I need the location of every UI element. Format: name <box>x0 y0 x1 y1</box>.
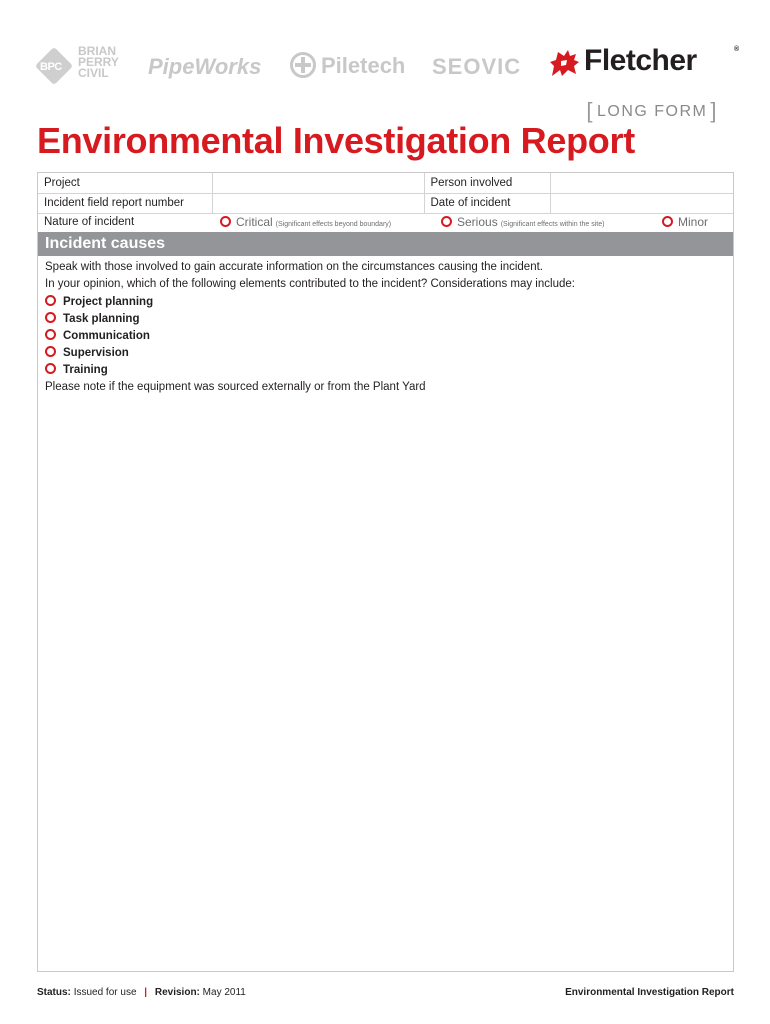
bpc-line-3: CIVIL <box>78 66 109 80</box>
list-item <box>45 311 725 328</box>
list-item <box>45 345 725 362</box>
cause-label: Training <box>63 364 108 376</box>
bpc-mark-text: BPC <box>40 61 62 73</box>
radio-ring-icon <box>220 216 231 227</box>
intro-text: Speak with those involved to gain accurate information on the circumstances causing the incident. <box>45 261 543 273</box>
radio-ring-icon <box>441 216 452 227</box>
bullet-ring-icon <box>45 329 56 340</box>
nature-of-incident-row <box>38 213 733 232</box>
piletech-logo <box>290 52 405 79</box>
person-involved-field[interactable] <box>550 173 733 193</box>
revision-label: Revision: <box>154 987 200 998</box>
list-item <box>45 362 725 379</box>
info-row-2 <box>38 193 733 213</box>
critical-note: (Significant effects beyond boundary) <box>275 221 392 228</box>
radio-ring-icon <box>662 216 673 227</box>
cause-list <box>45 294 725 379</box>
bullet-ring-icon <box>45 363 56 374</box>
fletcher-wordmark: Fletcher <box>584 44 697 77</box>
equipment-note: Please note if the equipment was sourced externally or from the Plant Yard <box>45 381 426 393</box>
serious-radio[interactable] <box>441 215 604 229</box>
bullet-ring-icon <box>45 346 56 357</box>
serious-note: (Significant effects within the site) <box>500 221 605 228</box>
footer-separator: | <box>144 987 148 998</box>
date-of-incident-field[interactable] <box>550 193 733 213</box>
critical-radio[interactable] <box>220 215 391 229</box>
minor-label: Minor <box>678 215 709 229</box>
footer-doc-title: Environmental Investigation Report <box>565 987 734 998</box>
person-involved-label: Person involved <box>424 173 550 193</box>
nature-of-incident-label: Nature of incident <box>44 216 135 228</box>
status-value: Issued for use <box>73 987 137 998</box>
incident-causes-header <box>38 232 733 256</box>
serious-label: Serious <box>457 215 498 229</box>
bpc-line-2: PERRY <box>78 55 119 69</box>
list-item <box>45 294 725 311</box>
piletech-wordmark: Piletech <box>321 53 406 78</box>
bpc-wordmark <box>78 46 119 79</box>
form-type-label <box>586 96 718 122</box>
date-of-incident-label: Date of incident <box>424 193 550 213</box>
project-label: Project <box>38 173 212 193</box>
cause-label: Supervision <box>63 347 129 359</box>
logo-bar <box>36 40 740 90</box>
minor-radio[interactable] <box>662 215 708 229</box>
cause-label: Project planning <box>63 296 154 308</box>
seovic-logo: SEOVIC <box>432 54 522 79</box>
bullet-ring-icon <box>45 295 56 306</box>
registered-mark: ® <box>734 46 740 53</box>
page-title: Environmental Investigation Report <box>37 120 635 161</box>
question-text: In your opinion, which of the following elements contributed to the incident? Considerations may include: <box>45 278 575 290</box>
bracket-open: [ <box>586 98 594 123</box>
brian-perry-civil-logo <box>36 44 128 88</box>
status-label: Status: <box>37 987 71 998</box>
bpc-line-1: BRIAN <box>78 44 116 58</box>
bracket-close: ] <box>710 98 718 123</box>
footer-status <box>37 987 246 998</box>
list-item <box>45 328 725 345</box>
bullet-ring-icon <box>45 312 56 323</box>
project-field[interactable] <box>212 173 424 193</box>
report-form <box>37 172 734 972</box>
cause-label: Task planning <box>63 313 140 325</box>
revision-value: May 2011 <box>202 987 246 998</box>
pipeworks-logo: PipeWorks <box>148 54 262 79</box>
form-type-text: LONG FORM <box>596 103 708 120</box>
section-title: Incident causes <box>45 235 166 252</box>
piletech-cross-icon <box>290 52 316 78</box>
cause-label: Communication <box>63 330 150 342</box>
critical-label: Critical <box>236 215 273 229</box>
info-row-1 <box>38 173 733 193</box>
info-table <box>38 173 733 214</box>
report-number-label: Incident field report number <box>38 193 212 213</box>
incident-causes-body[interactable] <box>45 259 725 396</box>
fletcher-horse-icon <box>548 48 580 78</box>
report-number-field[interactable] <box>212 193 424 213</box>
